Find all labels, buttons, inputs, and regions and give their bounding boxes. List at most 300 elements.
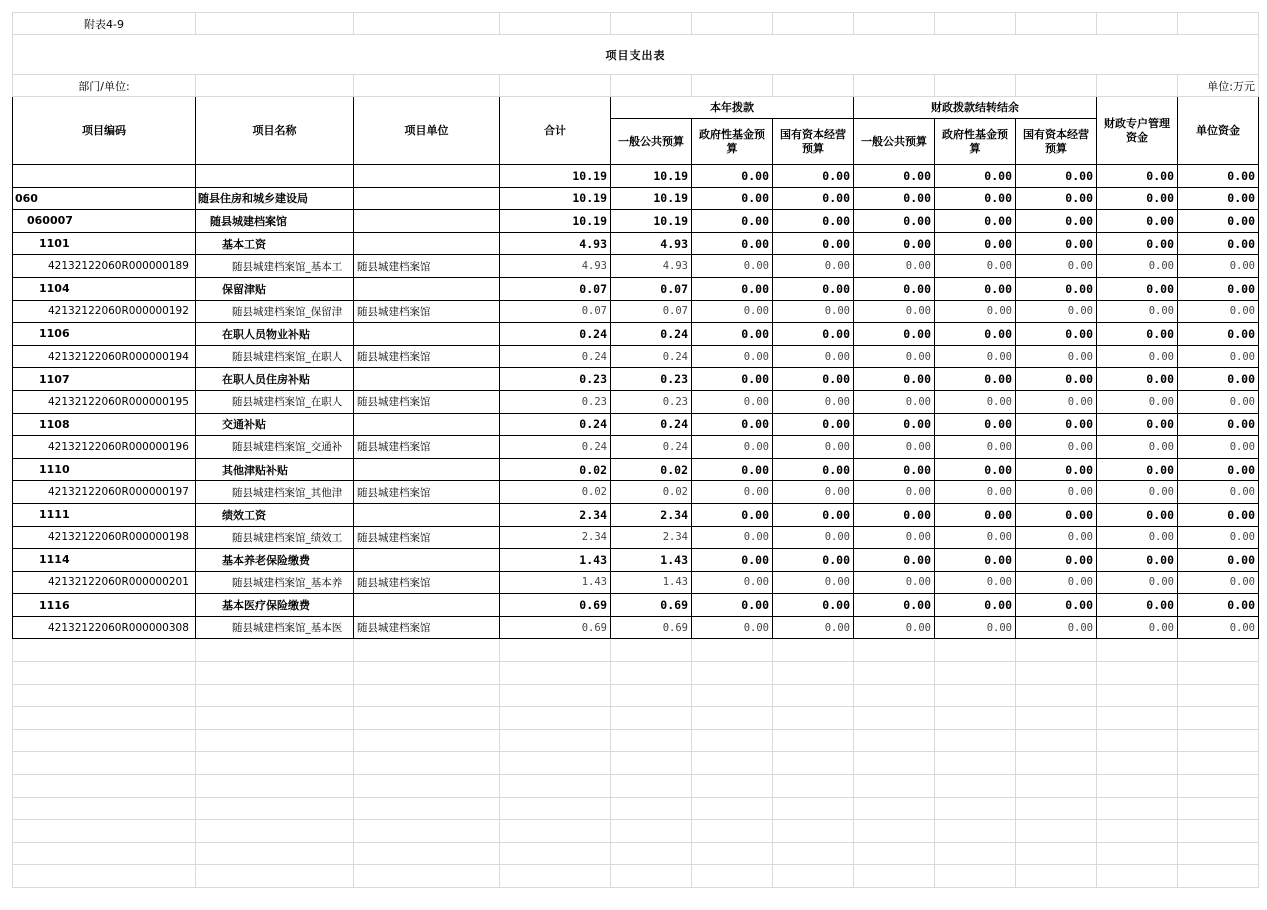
header-gov-fund: 政府性基金预算 <box>692 119 773 165</box>
attachment-label: 附表4-9 <box>13 13 196 35</box>
empty-cell <box>1178 662 1259 685</box>
cell-amount: 0.00 <box>773 458 854 481</box>
cell-amount: 0.00 <box>1097 390 1178 413</box>
empty-cell <box>500 775 611 798</box>
empty-cell <box>13 639 196 662</box>
cell-name: 随县城建档案馆 <box>196 210 354 233</box>
cell-amount: 0.00 <box>692 571 773 594</box>
expenditure-sheet <box>12 12 1259 888</box>
cell-amount: 0.00 <box>854 368 935 391</box>
cell-amount: 0.00 <box>1016 232 1097 255</box>
cell-unit: 随县城建档案馆 <box>354 571 500 594</box>
cell-code: 42132122060R000000201 <box>13 571 196 594</box>
empty-cell <box>500 662 611 685</box>
cell-amount: 0.00 <box>773 481 854 504</box>
cell-amount: 0.00 <box>854 277 935 300</box>
cell-name: 基本养老保险缴费 <box>196 549 354 572</box>
cell-amount: 0.00 <box>854 300 935 323</box>
empty-cell <box>1178 752 1259 775</box>
empty-cell <box>196 662 354 685</box>
header-gen-budget: 一般公共预算 <box>611 119 692 165</box>
cell-code: 1110 <box>13 458 196 481</box>
header-total: 合计 <box>500 97 611 165</box>
empty-cell <box>1178 639 1259 662</box>
cell-code: 1101 <box>13 232 196 255</box>
cell-amount: 0.00 <box>1178 255 1259 278</box>
table-row <box>13 571 1259 594</box>
empty-cell <box>13 797 196 820</box>
cell-name: 随县城建档案馆_保留津 <box>196 300 354 323</box>
cell-amount: 0.00 <box>1178 187 1259 210</box>
cell-amount: 0.00 <box>773 390 854 413</box>
cell-amount: 0.69 <box>500 616 611 639</box>
cell-code: 42132122060R000000192 <box>13 300 196 323</box>
empty-cell <box>935 842 1016 865</box>
cell-code: 42132122060R000000189 <box>13 255 196 278</box>
attachment-row <box>13 13 1259 35</box>
cell-name: 随县城建档案馆_基本工 <box>196 255 354 278</box>
cell-amount: 10.19 <box>500 210 611 233</box>
cell-amount: 0.00 <box>935 277 1016 300</box>
cell-unit <box>354 549 500 572</box>
table-row <box>13 526 1259 549</box>
cell-amount: 0.00 <box>692 210 773 233</box>
cell-amount: 0.00 <box>1097 323 1178 346</box>
cell-code: 1106 <box>13 323 196 346</box>
cell-amount: 0.23 <box>500 368 611 391</box>
empty-grid-row <box>13 775 1259 798</box>
cell-amount: 0.00 <box>773 549 854 572</box>
cell-unit <box>354 232 500 255</box>
empty-cell <box>854 684 935 707</box>
cell-amount: 0.00 <box>1178 323 1259 346</box>
cell-name: 保留津贴 <box>196 277 354 300</box>
cell-amount: 0.00 <box>1097 436 1178 459</box>
table-row <box>13 255 1259 278</box>
empty-cell <box>935 865 1016 888</box>
empty-cell <box>692 639 773 662</box>
empty-cell <box>1097 752 1178 775</box>
cell-amount: 0.00 <box>1016 277 1097 300</box>
empty-cell <box>1016 639 1097 662</box>
cell-amount: 0.00 <box>692 300 773 323</box>
empty-cell <box>854 729 935 752</box>
cell-unit <box>354 210 500 233</box>
cell-unit <box>354 165 500 188</box>
cell-amount: 0.00 <box>1097 165 1178 188</box>
header-gov-fund-2: 政府性基金预算 <box>935 119 1016 165</box>
empty-cell <box>1097 729 1178 752</box>
empty-cell <box>692 797 773 820</box>
cell-amount: 0.00 <box>1097 232 1178 255</box>
cell-amount: 1.43 <box>611 549 692 572</box>
empty-cell <box>1016 684 1097 707</box>
empty-cell <box>854 707 935 730</box>
empty-cell <box>354 797 500 820</box>
empty-cell <box>611 842 692 865</box>
empty-cell <box>692 775 773 798</box>
empty-cell <box>611 707 692 730</box>
cell-amount: 0.00 <box>1178 481 1259 504</box>
cell-amount: 0.00 <box>1097 503 1178 526</box>
cell-amount: 0.00 <box>692 481 773 504</box>
cell-amount: 0.69 <box>611 594 692 617</box>
empty-cell <box>854 639 935 662</box>
cell-unit <box>354 594 500 617</box>
cell-amount: 0.00 <box>692 187 773 210</box>
empty-cell <box>935 820 1016 843</box>
cell-name: 随县住房和城乡建设局 <box>196 187 354 210</box>
cell-amount: 0.00 <box>1178 436 1259 459</box>
cell-code: 060007 <box>13 210 196 233</box>
cell-amount: 0.02 <box>611 481 692 504</box>
header-group-current: 本年拨款 <box>611 97 854 119</box>
empty-cell <box>935 752 1016 775</box>
table-row <box>13 165 1259 188</box>
cell-amount: 0.00 <box>1178 390 1259 413</box>
cell-amount: 2.34 <box>500 503 611 526</box>
empty-cell <box>1016 662 1097 685</box>
empty-grid-row <box>13 797 1259 820</box>
cell-amount: 0.00 <box>935 255 1016 278</box>
empty-cell <box>500 842 611 865</box>
empty-cell <box>773 707 854 730</box>
cell-unit: 随县城建档案馆 <box>354 255 500 278</box>
table-row <box>13 232 1259 255</box>
cell-amount: 0.00 <box>773 232 854 255</box>
cell-amount: 0.00 <box>935 526 1016 549</box>
empty-cell <box>1178 775 1259 798</box>
cell-amount: 0.00 <box>1178 594 1259 617</box>
cell-amount: 0.07 <box>611 277 692 300</box>
empty-cell <box>1097 797 1178 820</box>
empty-cell <box>13 842 196 865</box>
empty-cell <box>13 865 196 888</box>
empty-grid-row <box>13 639 1259 662</box>
cell-amount: 0.00 <box>854 594 935 617</box>
empty-cell <box>854 752 935 775</box>
empty-cell <box>1097 707 1178 730</box>
cell-code: 42132122060R000000194 <box>13 345 196 368</box>
cell-amount: 0.00 <box>1097 210 1178 233</box>
cell-name: 随县城建档案馆_基本养 <box>196 571 354 594</box>
cell-unit: 随县城建档案馆 <box>354 481 500 504</box>
cell-amount: 0.00 <box>692 390 773 413</box>
cell-amount: 0.00 <box>692 594 773 617</box>
header-unit: 项目单位 <box>354 97 500 165</box>
cell-name: 随县城建档案馆_在职人 <box>196 390 354 413</box>
empty-cell <box>354 707 500 730</box>
cell-unit: 随县城建档案馆 <box>354 390 500 413</box>
table-row <box>13 187 1259 210</box>
cell-amount: 0.00 <box>1097 255 1178 278</box>
cell-amount: 0.00 <box>1016 616 1097 639</box>
empty-cell <box>611 639 692 662</box>
cell-amount: 0.00 <box>935 390 1016 413</box>
cell-amount: 0.00 <box>1178 503 1259 526</box>
cell-amount: 2.34 <box>611 526 692 549</box>
empty-cell <box>354 842 500 865</box>
empty-cell <box>196 684 354 707</box>
cell-amount: 0.00 <box>935 323 1016 346</box>
empty-cell <box>692 684 773 707</box>
empty-cell <box>500 797 611 820</box>
empty-cell <box>354 865 500 888</box>
cell-amount: 0.00 <box>1178 277 1259 300</box>
cell-amount: 0.24 <box>500 436 611 459</box>
cell-amount: 0.00 <box>935 232 1016 255</box>
table-row <box>13 210 1259 233</box>
empty-cell <box>1097 662 1178 685</box>
cell-unit: 随县城建档案馆 <box>354 436 500 459</box>
cell-amount: 0.23 <box>611 368 692 391</box>
cell-amount: 0.00 <box>1178 300 1259 323</box>
empty-cell <box>1097 842 1178 865</box>
cell-amount: 0.00 <box>854 165 935 188</box>
cell-amount: 0.00 <box>935 594 1016 617</box>
cell-amount: 0.00 <box>854 390 935 413</box>
cell-amount: 0.00 <box>854 503 935 526</box>
cell-amount: 0.00 <box>935 187 1016 210</box>
cell-name: 基本医疗保险缴费 <box>196 594 354 617</box>
empty-cell <box>692 820 773 843</box>
empty-cell <box>611 684 692 707</box>
cell-amount: 0.23 <box>611 390 692 413</box>
empty-cell <box>13 752 196 775</box>
cell-amount: 0.00 <box>1097 345 1178 368</box>
empty-grid-row <box>13 820 1259 843</box>
empty-grid-row <box>13 842 1259 865</box>
cell-code: 42132122060R000000198 <box>13 526 196 549</box>
empty-cell <box>500 729 611 752</box>
cell-amount: 0.00 <box>854 571 935 594</box>
cell-amount: 0.00 <box>935 413 1016 436</box>
cell-amount: 0.00 <box>1016 571 1097 594</box>
cell-amount: 0.00 <box>1016 481 1097 504</box>
cell-amount: 0.00 <box>692 413 773 436</box>
cell-unit: 随县城建档案馆 <box>354 526 500 549</box>
cell-amount: 0.00 <box>1178 345 1259 368</box>
cell-amount: 4.93 <box>611 232 692 255</box>
cell-unit <box>354 503 500 526</box>
empty-cell <box>773 729 854 752</box>
header-gen-budget-2: 一般公共预算 <box>854 119 935 165</box>
cell-amount: 0.00 <box>1016 594 1097 617</box>
empty-cell <box>773 662 854 685</box>
empty-cell <box>354 639 500 662</box>
cell-amount: 0.00 <box>1097 300 1178 323</box>
cell-amount: 0.00 <box>1016 413 1097 436</box>
cell-amount: 0.00 <box>692 232 773 255</box>
cell-unit <box>354 458 500 481</box>
empty-cell <box>1097 865 1178 888</box>
cell-amount: 0.00 <box>935 165 1016 188</box>
cell-amount: 0.00 <box>854 255 935 278</box>
empty-cell <box>854 842 935 865</box>
table-row <box>13 323 1259 346</box>
cell-amount: 0.07 <box>500 277 611 300</box>
table-row <box>13 300 1259 323</box>
empty-cell <box>13 775 196 798</box>
cell-name: 随县城建档案馆_其他津 <box>196 481 354 504</box>
cell-amount: 0.00 <box>773 368 854 391</box>
cell-amount: 0.24 <box>611 345 692 368</box>
empty-cell <box>935 707 1016 730</box>
page-title: 项目支出表 <box>13 35 1259 75</box>
cell-name: 基本工资 <box>196 232 354 255</box>
cell-amount: 0.00 <box>1016 549 1097 572</box>
cell-name: 在职人员物业补贴 <box>196 323 354 346</box>
empty-cell <box>1097 820 1178 843</box>
cell-amount: 0.00 <box>1097 616 1178 639</box>
empty-cell <box>854 820 935 843</box>
cell-code: 42132122060R000000195 <box>13 390 196 413</box>
cell-amount: 10.19 <box>611 165 692 188</box>
header-group-carry: 财政拨款结转结余 <box>854 97 1097 119</box>
cell-amount: 0.00 <box>1178 616 1259 639</box>
cell-amount: 0.00 <box>692 549 773 572</box>
cell-name: 其他津贴补贴 <box>196 458 354 481</box>
cell-amount: 0.02 <box>611 458 692 481</box>
empty-cell <box>611 662 692 685</box>
header-state-capital-2: 国有资本经营预算 <box>1016 119 1097 165</box>
cell-unit: 随县城建档案馆 <box>354 345 500 368</box>
table-row <box>13 436 1259 459</box>
empty-cell <box>611 820 692 843</box>
cell-amount: 0.00 <box>1178 368 1259 391</box>
cell-amount: 0.00 <box>773 594 854 617</box>
cell-amount: 0.00 <box>1016 436 1097 459</box>
empty-cell <box>196 639 354 662</box>
cell-amount: 0.00 <box>1178 571 1259 594</box>
cell-amount: 0.00 <box>1016 187 1097 210</box>
cell-amount: 0.00 <box>935 300 1016 323</box>
empty-cell <box>1178 707 1259 730</box>
cell-amount: 0.00 <box>1016 210 1097 233</box>
cell-amount: 0.00 <box>1097 481 1178 504</box>
cell-amount: 1.43 <box>500 549 611 572</box>
cell-code: 1111 <box>13 503 196 526</box>
cell-amount: 0.00 <box>854 210 935 233</box>
cell-amount: 10.19 <box>611 210 692 233</box>
empty-cell <box>1016 752 1097 775</box>
cell-amount: 0.00 <box>1016 526 1097 549</box>
cell-amount: 0.00 <box>773 165 854 188</box>
empty-cell <box>773 639 854 662</box>
empty-cell <box>1178 865 1259 888</box>
cell-name: 绩效工资 <box>196 503 354 526</box>
empty-cell <box>500 639 611 662</box>
cell-code: 1114 <box>13 549 196 572</box>
cell-amount: 0.00 <box>1097 458 1178 481</box>
cell-amount: 1.43 <box>611 571 692 594</box>
empty-grid-row <box>13 707 1259 730</box>
empty-cell <box>773 684 854 707</box>
cell-amount: 0.00 <box>935 571 1016 594</box>
cell-amount: 0.00 <box>854 413 935 436</box>
cell-amount: 0.00 <box>854 616 935 639</box>
empty-cell <box>692 662 773 685</box>
cell-amount: 0.00 <box>854 187 935 210</box>
cell-name: 随县城建档案馆_绩效工 <box>196 526 354 549</box>
cell-amount: 0.00 <box>1016 300 1097 323</box>
empty-cell <box>854 865 935 888</box>
empty-cell <box>500 820 611 843</box>
cell-amount: 0.24 <box>500 345 611 368</box>
cell-amount: 0.07 <box>611 300 692 323</box>
cell-amount: 0.00 <box>692 277 773 300</box>
table-row <box>13 458 1259 481</box>
empty-cell <box>500 707 611 730</box>
empty-cell <box>692 842 773 865</box>
empty-cell <box>611 752 692 775</box>
cell-amount: 0.00 <box>935 549 1016 572</box>
cell-amount: 0.69 <box>611 616 692 639</box>
cell-amount: 0.00 <box>692 526 773 549</box>
empty-cell <box>196 707 354 730</box>
table-row <box>13 345 1259 368</box>
empty-cell <box>935 797 1016 820</box>
cell-amount: 0.00 <box>1178 165 1259 188</box>
empty-cell <box>13 820 196 843</box>
empty-cell <box>1178 729 1259 752</box>
cell-amount: 0.00 <box>692 345 773 368</box>
cell-code: 1108 <box>13 413 196 436</box>
cell-code <box>13 165 196 188</box>
cell-amount: 0.00 <box>935 458 1016 481</box>
cell-code: 42132122060R000000308 <box>13 616 196 639</box>
cell-amount: 0.00 <box>1178 549 1259 572</box>
cell-amount: 0.00 <box>1178 458 1259 481</box>
empty-cell <box>1178 797 1259 820</box>
header-code: 项目编码 <box>13 97 196 165</box>
cell-amount: 0.00 <box>1097 277 1178 300</box>
cell-amount: 0.24 <box>611 323 692 346</box>
empty-cell <box>1097 639 1178 662</box>
empty-cell <box>1016 797 1097 820</box>
cell-amount: 0.00 <box>773 187 854 210</box>
empty-cell <box>611 729 692 752</box>
empty-cell <box>692 865 773 888</box>
table-row <box>13 413 1259 436</box>
cell-amount: 0.00 <box>854 549 935 572</box>
cell-name: 随县城建档案馆_在职人 <box>196 345 354 368</box>
cell-amount: 0.00 <box>854 232 935 255</box>
cell-amount: 0.00 <box>1178 526 1259 549</box>
empty-cell <box>1178 820 1259 843</box>
empty-cell <box>1016 820 1097 843</box>
cell-amount: 0.00 <box>935 481 1016 504</box>
empty-cell <box>935 639 1016 662</box>
cell-code: 060 <box>13 187 196 210</box>
cell-amount: 0.00 <box>1016 368 1097 391</box>
cell-amount: 0.24 <box>500 323 611 346</box>
cell-amount: 0.00 <box>1178 413 1259 436</box>
empty-cell <box>773 865 854 888</box>
empty-cell <box>935 775 1016 798</box>
cell-amount: 10.19 <box>611 187 692 210</box>
cell-amount: 0.00 <box>692 503 773 526</box>
header-self-funds: 单位资金 <box>1178 97 1259 165</box>
empty-cell <box>196 797 354 820</box>
cell-amount: 0.02 <box>500 458 611 481</box>
empty-cell <box>1097 775 1178 798</box>
empty-cell <box>500 684 611 707</box>
unit-label: 单位:万元 <box>1178 75 1259 97</box>
table-row <box>13 594 1259 617</box>
cell-amount: 0.00 <box>773 210 854 233</box>
cell-amount: 0.00 <box>773 323 854 346</box>
